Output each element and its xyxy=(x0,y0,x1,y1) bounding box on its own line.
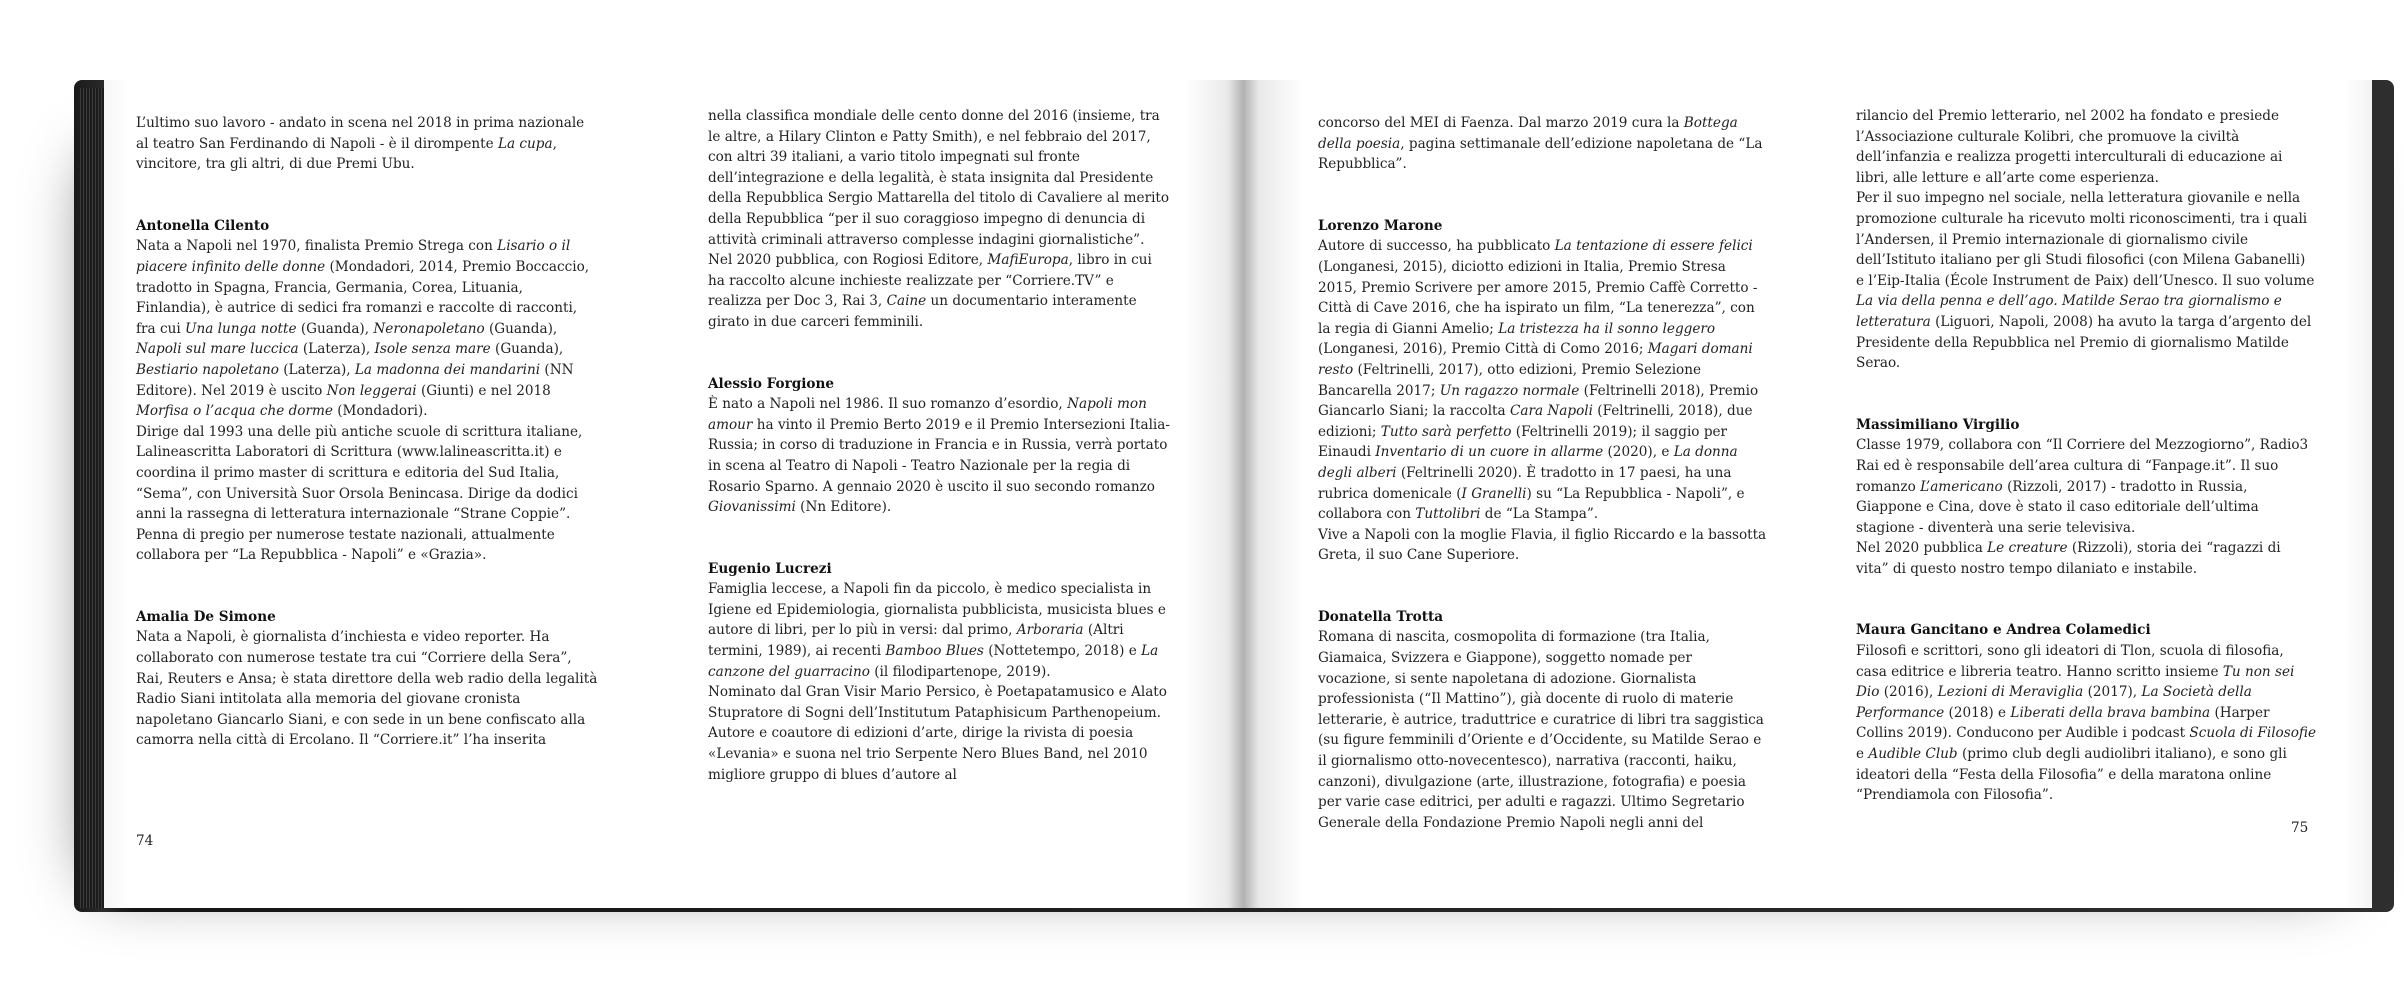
paragraph: concorso del MEI di Faenza. Dal marzo 2019 cura la Bottega della poesia, pagina settimanale dell’edizione napoletana de “La Repubblica”. xyxy=(1318,115,1763,173)
spacer xyxy=(1856,579,2316,620)
right-page-column-2 xyxy=(1856,106,2316,806)
page-number-right: 75 xyxy=(2291,820,2309,836)
paragraph: Classe 1979, collabora con “Il Corriere del Mezzogiorno”, Radio3 Rai ed è responsabile dell’area cultura di “Fanpage.it”. Il suo romanzo L’americano (Rizzoli, 2017) - tradotto in Russia, Giappone e Cina, dove è stato il caso editoriale dell’ultima stagione - diventerà una serie televisiva. xyxy=(1856,437,2309,536)
entry-heading: Maura Gancitano e Andrea Colamedici xyxy=(1856,622,2151,639)
paragraph: Famiglia leccese, a Napoli fin da piccolo, è medico specialista in Igiene ed Epidemiologia, giornalista pubblicista, musicista blues e autore di libri, per lo più in versi: dal primo, Arboraria (Altri termini, 1989), ai recenti Bamboo Blues (Nottetempo, 2018) e La canzone del guarracino (il filodipartenope, 2019). xyxy=(708,581,1166,680)
paragraph: rilancio del Premio letterario, nel 2002 ha fondato e presiede l’Associazione culturale Kolibri, che promuove la civiltà dell’infanzia e realizza progetti interculturali di educazione ai libri, alle letture e all’arte come esperienza. xyxy=(1856,108,2283,186)
paragraph: Dirige dal 1993 una delle più antiche scuole di scrittura italiane, Lalineascritta Laboratori di Scrittura (www.lalineascritta.it) e coordina il primo master di scrittura e editoria del Sud Italia, “Sema”, con Università Suor Orsola Benincasa. Dirige da dodici anni la rassegna di letteratura internazionale “Strane Coppie”. xyxy=(136,423,583,523)
spacer xyxy=(708,333,1170,374)
right-page-column-1 xyxy=(1318,113,1768,833)
spacer xyxy=(136,566,598,607)
entry-heading: Antonella Cilento xyxy=(136,217,270,234)
right-page xyxy=(1244,80,2372,908)
spacer xyxy=(136,175,598,216)
left-page-column-1 xyxy=(136,113,598,751)
paragraph: Penna di pregio per numerose testate nazionali, attualmente collabora per “La Repubblica - Napoli” e «Grazia». xyxy=(136,526,555,564)
entry-heading: Lorenzo Marone xyxy=(1318,217,1443,234)
entry-heading: Alessio Forgione xyxy=(708,375,835,392)
paragraph: È nato a Napoli nel 1986. Il suo romanzo d’esordio, Napoli mon amour ha vinto il Premio Berto 2019 e il Premio Intersezioni Italia-Russia; in corso di traduzione in Francia e in Russia, verrà portato in scena al Teatro di Napoli - Teatro Nazionale per la regia di Rosario Sparno. A gennaio 2020 è uscito il suo secondo romanzo Giovanissimi (Nn Editore). xyxy=(708,396,1170,516)
paragraph: Filosofi e scrittori, sono gli ideatori di Tlon, scuola di filosofia, casa editrice e libreria teatro. Hanno scritto insieme Tu non sei Dio (2016), Lezioni di Meraviglia (2017), La Società della Performance (2018) e Liberati della brava bambina (Harper Collins 2019). Conducono per Audible i podcast Scuola di Filosofie e Audible Club (primo club degli audiolibri italiano), e sono gli ideatori della “Festa della Filosofia” e della maratona online “Prendiamola con Filosofia”. xyxy=(1856,643,2317,804)
entry-heading: Massimiliano Virgilio xyxy=(1856,416,2020,433)
paragraph: Autore di successo, ha pubblicato La tentazione di essere felici (Longanesi, 2015), diciotto edizioni in Italia, Premio Stresa 2015, Premio Scrivere per amore 2015, Premio Caffè Corretto - Città di Cave 2016, che ha ispirato un film, “La tenerezza”, con la regia di Gianni Amelio; La tristezza ha il sonno leggero (Longanesi, 2016), Premio Città di Como 2016; Magari domani resto (Feltrinelli, 2017), otto edizioni, Premio Selezione Bancarella 2017; Un ragazzo normale (Feltrinelli 2018), Premio Giancarlo Siani; la raccolta Cara Napoli (Feltrinelli, 2018), due edizioni; Tutto sarà perfetto (Feltrinelli 2019); il saggio per Einaudi Inventario di un cuore in allarme (2020), e La donna degli alberi (Feltrinelli 2020). È tradotto in 17 paesi, ha una rubrica domenicale (I Granelli) su “La Repubblica - Napoli”, e collabora con Tuttolibri de “La Stampa”. xyxy=(1318,238,1759,523)
page-number-left: 74 xyxy=(136,833,154,849)
page-stack-edge xyxy=(80,88,106,908)
paragraph: Romana di nascita, cosmopolita di formazione (tra Italia, Giamaica, Svizzera e Giappone), soggetto nomade per vocazione, si sente napoletana di adozione. Giornalista professionista (“Il Mattino”), già docente di ruolo di materie letterarie, è autrice, traduttrice e curatrice di libri tra saggistica (su figure femminili d’Oriente e d’Occidente, su Matilde Serao e il giornalismo otto-novecentesco), narrativa (racconti, haiku, canzoni), divulgazione (arte, illustrazione, fotografia) e poesia per varie case editrici, per adulti e ragazzi. Ultimo Segretario Generale della Fondazione Premio Napoli negli anni del xyxy=(1318,629,1764,831)
paragraph: Nata a Napoli, è giornalista d’inchiesta e video reporter. Ha collaborato con numerose testate tra cui “Corriere della Sera”, Rai, Reuters e Ansa; è stata direttore della web radio della legalità Radio Siani intitolata alla memoria del giovane cronista napoletano Giancarlo Siani, e con sede in un bene confiscato alla camorra nella città di Ercolano. Il “Corriere.it” l’ha inserita xyxy=(136,629,598,749)
left-page-column-2 xyxy=(708,106,1170,785)
paragraph: L’ultimo suo lavoro - andato in scena nel 2018 in prima nazionale al teatro San Ferdinando di Napoli - è il dirompente La cupa, vincitore, tra gli altri, di due Premi Ubu. xyxy=(136,115,585,173)
paragraph: Nel 2020 pubblica Le creature (Rizzoli), storia dei “ragazzi di vita” di questo nostro tempo dilaniato e instabile. xyxy=(1856,540,2281,577)
spacer xyxy=(1318,566,1768,607)
spacer xyxy=(1856,374,2316,415)
paragraph: Vive a Napoli con la moglie Flavia, il figlio Riccardo e la bassotta Greta, il suo Cane Superiore. xyxy=(1318,526,1767,564)
entry-heading: Amalia De Simone xyxy=(136,608,276,625)
spacer xyxy=(1318,175,1768,216)
left-page xyxy=(104,80,1244,908)
entry-heading: Eugenio Lucrezi xyxy=(708,560,832,577)
paragraph: Per il suo impegno nel sociale, nella letteratura giovanile e nella promozione culturale ha ricevuto molti riconoscimenti, tra i quali l’Andersen, il Premio internazionale di giornalismo civile dell’Istituto italiano per gli Studi filosofici (con Milena Gabanelli) e l’Eip-Italia (École Instrument de Paix) dell’Unesco. Il suo volume La via della penna e dell’ago. Matilde Serao tra giornalismo e letteratura (Liguori, Napoli, 2008) ha avuto la targa d’argento del Presidente della Repubblica nel Premio di giornalismo Matilde Serao. xyxy=(1856,190,2315,372)
book-gutter xyxy=(1228,80,1258,908)
paragraph: nella classifica mondiale delle cento donne del 2016 (insieme, tra le altre, a Hilary Clinton e Patty Smith), e nel febbraio del 2017, con altri 39 italiani, a vario titolo impegnati sul fronte dell’integrazione e della legalità, è stata insignita dal Presidente della Repubblica Sergio Mattarella del titolo di Cavaliere al merito della Repubblica “per il suo coraggioso impegno di denuncia di attività criminali attraverso complesse indagini giornalistiche”. Nel 2020 pubblica, con Rogiosi Editore, MafiEuropa, libro in cui ha raccolto alcune inchieste realizzate per “Corriere.TV” e realizza per Doc 3, Rai 3, Caine un documentario interamente girato in due carceri femminili. xyxy=(708,108,1170,330)
paragraph: Nata a Napoli nel 1970, finalista Premio Strega con Lisario o il piacere infinito delle donne (Mondadori, 2014, Premio Boccaccio, tradotto in Spagna, Francia, Germania, Corea, Lituania, Finlandia), è autrice di sedici fra romanzi e raccolte di racconti, fra cui Una lunga notte (Guanda), Neronapoletano (Guanda), Napoli sul mare luccica (Laterza), Isole senza mare (Guanda), Bestiario napoletano (Laterza), La madonna dei mandarini (NN Editore). Nel 2019 è uscito Non leggerai (Giunti) e nel 2018 Morfisa o l’acqua che dorme (Mondadori). xyxy=(136,238,590,420)
entry-heading: Donatella Trotta xyxy=(1318,608,1444,625)
spacer xyxy=(708,518,1170,559)
paragraph: Nominato dal Gran Visir Mario Persico, è Poetapatamusico e Alato Stupratore di Sogni dell’Institutum Pataphisicum Parthenopeium. Autore e coautore di edizioni d’arte, dirige la rivista di poesia «Levania» e suona nel trio Serpente Nero Blues Band, nel 2010 migliore gruppo di blues d’autore al xyxy=(708,684,1167,783)
